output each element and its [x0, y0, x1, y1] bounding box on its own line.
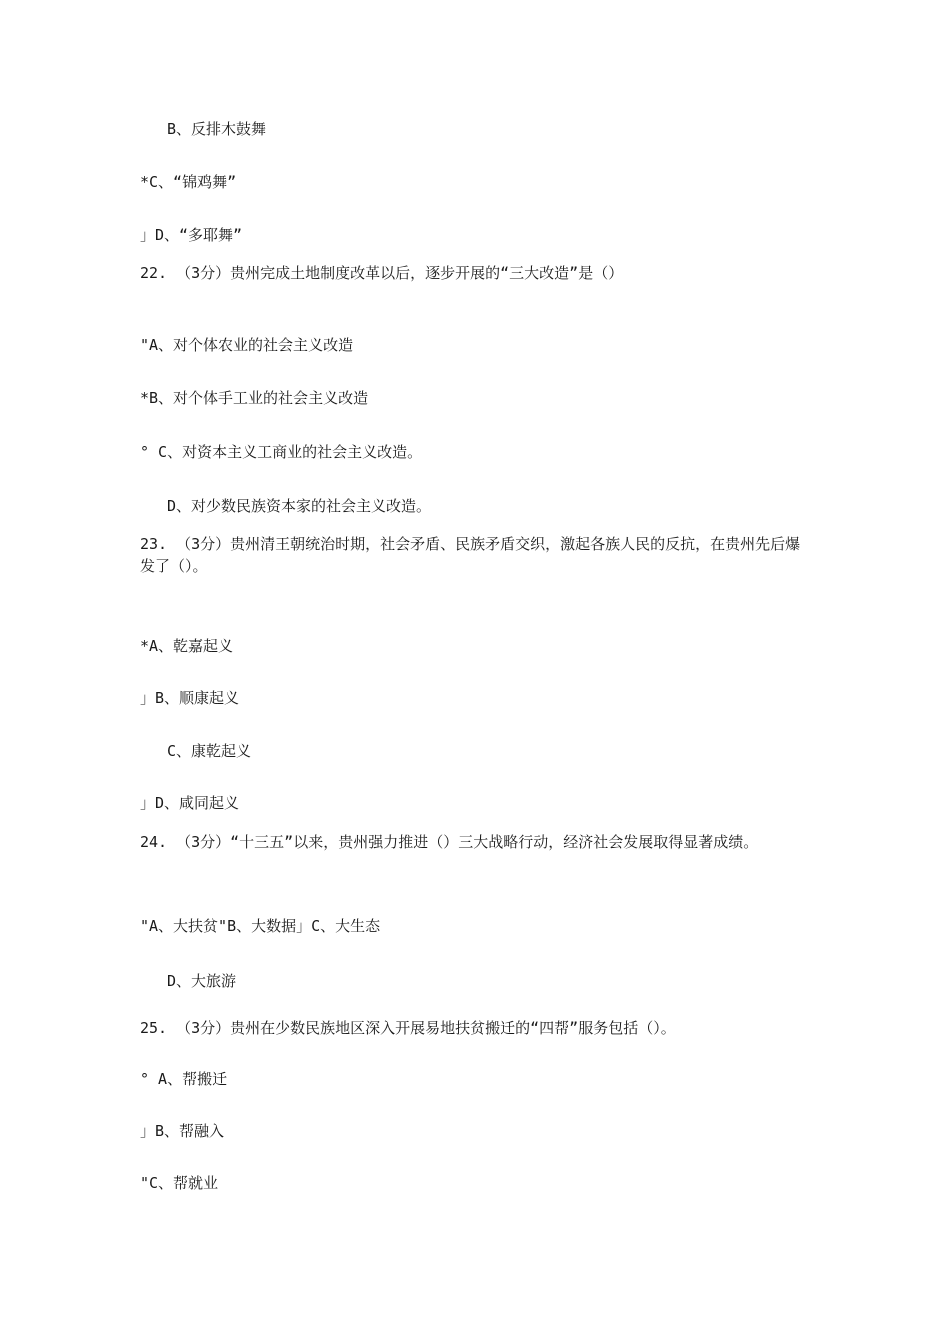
q22-option-b: *B、对个体手工业的社会主义改造	[140, 389, 369, 407]
q25-option-c: "C、帮就业	[140, 1174, 219, 1192]
q25-question: 25. （3分）贵州在少数民族地区深入开展易地扶贫搬迁的“四帮”服务包括（）。	[140, 1019, 676, 1037]
q23-option-a: *A、乾嘉起义	[140, 637, 234, 655]
q22-question: 22. （3分）贵州完成土地制度改革以后，逐步开展的“三大改造”是（）	[140, 264, 624, 282]
q24-question: 24. （3分）“十三五”以来，贵州强力推进（）三大战略行动，经济社会发展取得显著成绩。	[140, 833, 759, 851]
q22-option-c: ° C、对资本主义工商业的社会主义改造。	[140, 443, 423, 461]
q23-question: 23. （3分）贵州清王朝统治时期，社会矛盾、民族矛盾交织，激起各族人民的反抗，在贵州先后爆发了（）。	[140, 535, 801, 575]
q24-options-abc: "A、大扶贫"B、大数据」C、大生态	[140, 917, 381, 935]
q22-option-a: "A、对个体农业的社会主义改造	[140, 336, 354, 354]
q24-option-d: D、大旅游	[167, 972, 237, 990]
q23-option-d: 」D、咸同起义	[140, 794, 240, 812]
q25-option-b: 」B、帮融入	[140, 1122, 225, 1140]
q25-option-a: ° A、帮搬迁	[140, 1070, 228, 1088]
q21-option-b: B、反排木鼓舞	[167, 120, 267, 138]
q21-option-c: *C、“锦鸡舞”	[140, 173, 237, 191]
q21-option-d: 」D、“多耶舞”	[140, 226, 243, 244]
q22-option-d: D、对少数民族资本家的社会主义改造。	[167, 497, 432, 515]
q23-option-c: C、康乾起义	[167, 742, 252, 760]
q23-option-b: 」B、顺康起义	[140, 689, 240, 707]
